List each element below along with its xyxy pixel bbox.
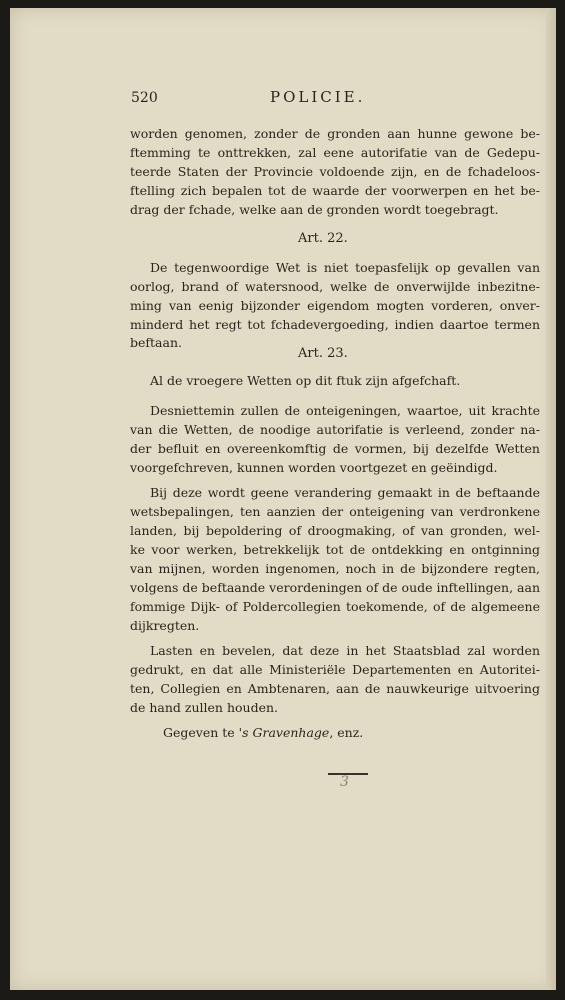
article-23-heading: Art. 23. (298, 346, 348, 361)
text-line: minderd het regt tot fchadevergoeding, indien daartoe termen (130, 317, 540, 332)
text-line: oorlog, brand of watersnood, welke de onverwijlde inbezitne- (130, 279, 540, 294)
text-line: worden genomen, zonder de gronden aan hunne gewone be- (130, 126, 540, 141)
text-line: der befluit en overeenkomftig de vormen, bij dezelfde Wetten (130, 441, 540, 456)
text-line: drag der fchade, welke aan de gronden wordt toegebragt. (130, 202, 499, 217)
closing-place: 's Gravenhage (238, 725, 330, 740)
text-line: van mijnen, worden ingenomen, noch in de bijzondere regten, (130, 561, 540, 576)
text-line: landen, bij bepoldering of droogmaking, of van gronden, wel- (130, 523, 540, 538)
text-line: van die Wetten, de noodige autorifatie is verleend, zonder na- (130, 422, 540, 437)
text-line: ke voor werken, betrekkelijk tot de ontdekking en ontginning (130, 542, 540, 557)
text-line: voorgefchreven, kunnen worden voortgezet en geëindigd. (130, 460, 498, 475)
book-page (10, 8, 556, 990)
text-line: Lasten en bevelen, dat deze in het Staatsblad zal worden (150, 643, 540, 658)
text-line: Al de vroegere Wetten op dit ftuk zijn afgefchaft. (150, 373, 461, 388)
text-line: gedrukt, en dat alle Ministeriële Departementen en Autoritei- (130, 662, 540, 677)
text-line: fommige Dijk- of Poldercollegien toekomende, of de algemeene (130, 599, 540, 614)
closing-line (163, 725, 363, 741)
running-title: POLICIE. (270, 88, 366, 106)
text-line: de hand zullen houden. (130, 700, 279, 715)
text-line: ming van eenig bijzonder eigendom mogten vorderen, onver- (130, 298, 540, 313)
article-22-heading: Art. 22. (298, 231, 348, 246)
text-line: Bij deze wordt geene verandering gemaakt in de beftaande (150, 485, 540, 500)
closing-prefix: Gegeven te (163, 725, 239, 740)
text-line: beftaan. (130, 335, 182, 350)
page-edge (546, 8, 556, 990)
text-line: teerde Staten der Provincie voldoende zijn, en de fchadeloos- (130, 164, 540, 179)
text-line: wetsbepalingen, ten aanzien der onteigening van verdronkene (130, 504, 540, 519)
text-line: De tegenwoordige Wet is niet toepasfelijk op gevallen van (150, 260, 540, 275)
text-line: volgens de beftaande verordeningen of de oude inftellingen, aan (130, 580, 540, 595)
text-line: ftemming te onttrekken, zal eene autorifatie van de Gedepu- (130, 145, 540, 160)
text-line: dijkregten. (130, 618, 200, 633)
page-number: 520 (131, 90, 158, 106)
text-line: Desniettemin zullen de onteigeningen, waartoe, uit krachte (150, 403, 540, 418)
text-line: ftelling zich bepalen tot de waarde der voorwerpen en het be- (130, 183, 540, 198)
handwritten-mark: 3 (340, 774, 349, 790)
text-line: ten, Collegien en Ambtenaren, aan de nauwkeurige uitvoering (130, 681, 540, 696)
closing-suffix: , enz. (329, 725, 364, 740)
